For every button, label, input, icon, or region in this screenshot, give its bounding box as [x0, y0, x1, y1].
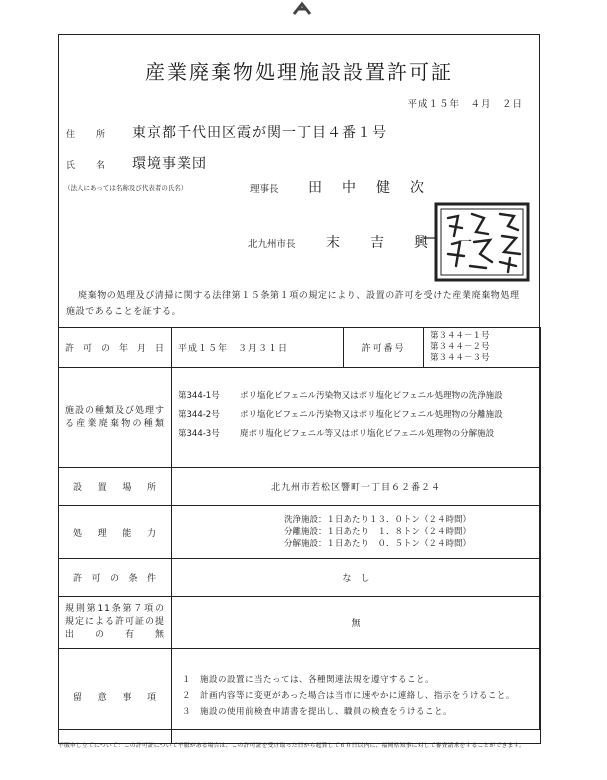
- facility-types-list: [172, 368, 541, 468]
- representative-name: 田 中 健 次: [308, 180, 427, 196]
- name-value: 環境事業団: [132, 156, 207, 172]
- facility-desc: ポリ塩化ビフェニル汚染物又はポリ塩化ビフェニル処理物の分離施設: [240, 410, 503, 420]
- facility-types-label: 施設の種類及び処理する産業廃棄物の種類: [59, 368, 172, 468]
- capacity-label: 処理能力: [59, 506, 172, 559]
- note-item: １ 施設の設置に当たっては、各種関連法規を遵守すること。: [182, 675, 435, 685]
- permit-date-value: 平成１５年 ３月３１日: [172, 328, 344, 368]
- permit-number-2: 第３４４－２号: [430, 342, 490, 352]
- address-label: 住 所: [66, 130, 112, 140]
- permit-number-1: 第３４４－１号: [430, 331, 490, 341]
- capacity-list: [172, 506, 541, 559]
- facility-code: 第344-2号: [178, 410, 220, 420]
- notes-list: [172, 649, 541, 744]
- issuer-name: 末 吉 興 一: [326, 235, 480, 251]
- appeal-footer-note: 不服申し立てについて：この許可証について不服がある場合は、この許可証を受け取った日から起算して６０日以内に、福岡県知事に対して審査請求をすることができます。: [58, 743, 526, 749]
- notes-label: 留意事項: [59, 649, 172, 744]
- facility-desc: ポリ塩化ビフェニル汚染物又はポリ塩化ビフェニル処理物の洗浄施設: [240, 391, 503, 401]
- certificate-title: 産業廃棄物処理施設設置許可証: [145, 60, 453, 84]
- location-value: 北九州市若松区響町一丁目６２番２４: [172, 468, 541, 506]
- facility-code: 第344-1号: [178, 391, 220, 401]
- list-item: [178, 428, 534, 440]
- table-row: [59, 368, 541, 468]
- rule-proof-value: 無: [172, 597, 541, 649]
- official-seal-stamp: [424, 196, 534, 286]
- table-row: [59, 468, 541, 506]
- location-label: 設置場所: [59, 468, 172, 506]
- permit-details-table: [58, 327, 541, 744]
- address-value: 東京都千代田区霞が関一丁目４番１号: [132, 125, 387, 141]
- permit-number-3: 第３４４－３号: [430, 353, 490, 363]
- list-item: [178, 390, 534, 402]
- capacity-line: 分離施設：１日あたり １．８トン（２４時間）: [284, 527, 472, 537]
- representative-note: （法人にあっては名称及び代表者の氏名）: [64, 184, 188, 192]
- facility-code: 第344-3号: [178, 429, 220, 439]
- note-item: ２ 計画内容等に変更があった場合は当市に速やかに連絡し、指示をうけること。: [182, 691, 515, 701]
- note-item: ３ 施設の使用前検査申請書を提出し、職員の検査をうけること。: [182, 707, 453, 717]
- name-label: 氏 名: [66, 161, 112, 171]
- facility-desc: 廃ポリ塩化ビフェニル等又はポリ塩化ビフェニル処理物の分解施設: [240, 429, 495, 439]
- issue-date: 平成１５年 ４月 ２日: [407, 99, 523, 110]
- representative-title: 理事長: [250, 184, 279, 195]
- table-row: [59, 506, 541, 559]
- conditions-label: 許可の条件: [59, 559, 172, 597]
- conditions-value: な し: [172, 559, 541, 597]
- permit-number-label: 許可番号: [344, 328, 424, 368]
- preamble-text: 廃棄物の処理及び清掃に関する法律第１５条第１項の規定により、設置の許可を受けた産業廃棄物処理施設であることを証する。: [66, 291, 520, 317]
- capacity-line: 洗浄施設：１日あたり１３．０トン（２４時間）: [284, 515, 472, 525]
- table-row: [59, 597, 541, 649]
- issuer-title: 北九州市長: [248, 239, 296, 250]
- list-item: [178, 409, 534, 421]
- table-row: [59, 559, 541, 597]
- table-row: [59, 649, 541, 744]
- top-mark-glyph: [282, 0, 322, 16]
- permit-numbers: [424, 328, 541, 368]
- table-row: [59, 328, 541, 368]
- capacity-line: 分解施設：１日あたり ０．５トン（２４時間）: [284, 539, 472, 549]
- rule-proof-label: 規則第11条第７項の規定による許可証の提出の有無: [59, 597, 172, 649]
- permit-date-label: 許可の年月日: [59, 328, 172, 368]
